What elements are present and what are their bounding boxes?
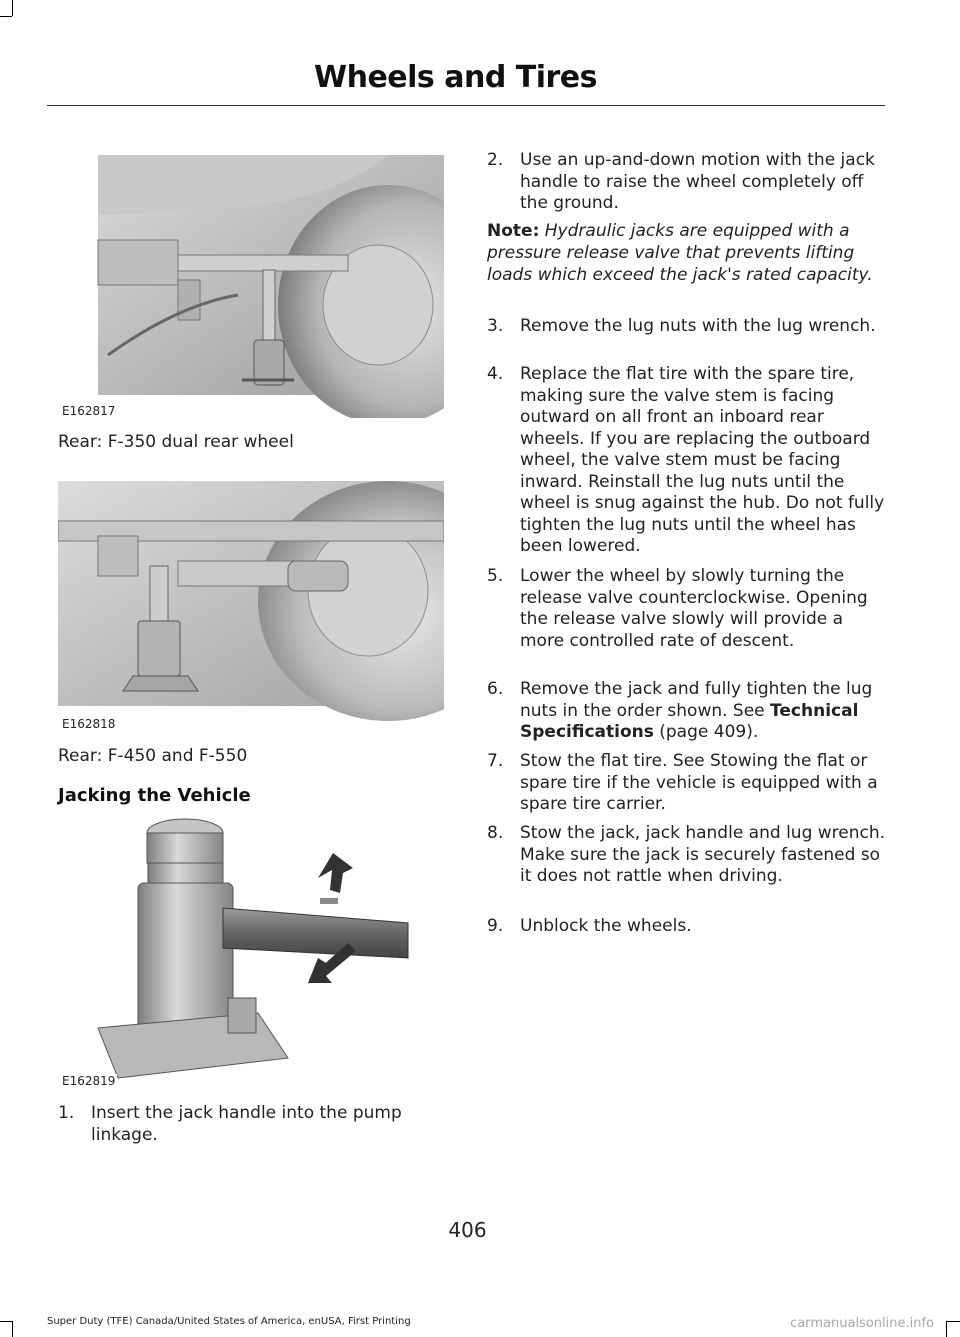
step-2 (487, 150, 887, 214)
step-text: Insert the jack handle into the pump linkage. (91, 1103, 402, 1145)
technical-specifications-link[interactable]: Technical Specifications (520, 700, 859, 742)
step-number: 2. (487, 150, 504, 170)
crop-mark (0, 16, 12, 17)
note-label: Note: (487, 221, 540, 241)
step-number: 8. (487, 823, 504, 843)
step-6 (487, 679, 887, 743)
step-text: Unblock the wheels. (520, 916, 692, 936)
page-title: Wheels and Tires (314, 60, 597, 95)
step-number: 3. (487, 316, 504, 336)
figure-f350-jack-point (58, 155, 444, 418)
header-divider (47, 105, 885, 106)
crop-mark (12, 0, 13, 16)
illustration-bottle-jack (58, 818, 444, 1088)
figure-code: E162819 (62, 1074, 116, 1088)
step-text-part: (page 409). (653, 722, 759, 742)
note (487, 220, 877, 286)
step-text (520, 679, 890, 744)
crop-mark (947, 1321, 960, 1322)
step-number: 6. (487, 679, 504, 699)
figure-code: E162818 (62, 717, 116, 731)
step-3 (487, 316, 887, 360)
illustration-f350-rear-axle (58, 155, 444, 418)
figure-f450-jack-point (58, 481, 444, 731)
figure-code: E162817 (62, 404, 116, 418)
step-number: 7. (487, 751, 504, 771)
illustration-f450-rear-axle (58, 481, 444, 731)
note-text: Hydraulic jacks are equipped with a pressure release valve that prevents lifting loads which exceed the jack's rated capacity. (487, 221, 873, 285)
footer-text: Super Duty (TFE) Canada/United States of America, enUSA, First Printing (47, 1316, 411, 1327)
figure-caption: Rear: F-350 dual rear wheel (58, 432, 294, 452)
crop-mark (12, 1321, 13, 1337)
page-number: 406 (448, 1218, 487, 1242)
step-8 (487, 823, 887, 909)
step-5 (487, 566, 887, 674)
step-text: Stow the jack, jack handle and lug wrench. Make sure the jack is securely fastened so it does not rattle when driving. (520, 823, 886, 886)
crop-mark (0, 1321, 12, 1322)
step-text: Use an up-and-down motion with the jack handle to raise the wheel completely off the ground. (520, 150, 875, 213)
step-7 (487, 751, 887, 815)
step-number: 5. (487, 566, 504, 586)
step-text: Lower the wheel by slowly turning the release valve counterclockwise. Opening the release valve slowly will provide a more controlled rate of descent. (520, 566, 868, 651)
step-text: Remove the lug nuts with the lug wrench. (520, 316, 876, 336)
figure-jack-operation (58, 818, 444, 1088)
figure-caption: Rear: F-450 and F-550 (58, 746, 248, 766)
step-number: 9. (487, 916, 504, 936)
crop-mark (946, 1321, 947, 1337)
step-4 (487, 364, 887, 558)
section-heading: Jacking the Vehicle (58, 785, 251, 806)
step-9 (487, 916, 887, 938)
step-number: 1. (58, 1103, 75, 1123)
step-1 (58, 1103, 444, 1147)
step-text-part: Remove the jack and fully tighten the lug nuts in the order shown. See (520, 679, 873, 721)
step-text: Stow the flat tire. See Stowing the flat or spare tire if the vehicle is equipped with a spare tire carrier. (520, 751, 878, 814)
watermark: carmanualsonline.info (790, 1316, 934, 1331)
step-text: Replace the flat tire with the spare tire, making sure the valve stem is facing outward on all front an inboard rear wheels. If you are replacing the outboard wheel, the valve stem must be facing inward. Reinstall the lug nuts until the wheel is snug against the hub. Do not fully tighten the lug nuts until the wheel has been lowered. (520, 364, 885, 556)
step-number: 4. (487, 364, 504, 384)
